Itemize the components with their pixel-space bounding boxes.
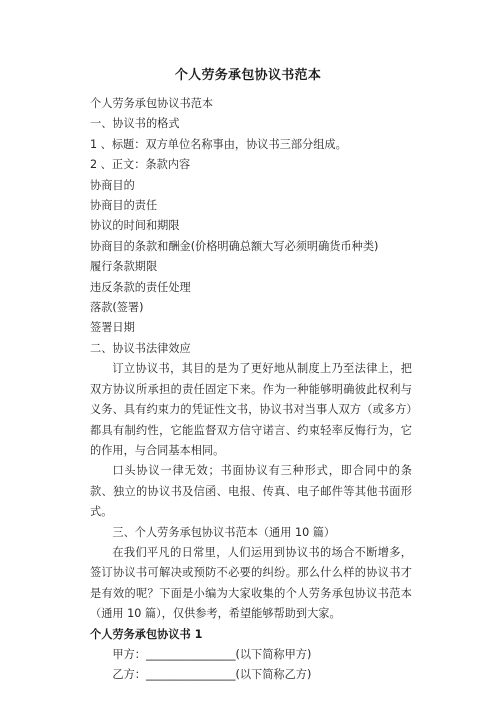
list-item-date: 签署日期 — [90, 321, 135, 335]
document-title: 个人劳务承包协议书范本 — [174, 68, 322, 83]
list-item-breach: 违反条款的责任处理 — [90, 280, 191, 294]
party-a-line: 甲方：________________(以下简称甲方) — [112, 647, 312, 661]
doc-line-title-rule: 1 、标题：双方单位名称事由，协议书三部分组成。 — [90, 137, 347, 151]
paragraph-forms: 口头协议一律无效；书面协议有三种形式，即合同中的条款、独立的协议书及信函、电报、传真、电子邮件等其他书面形式。 — [90, 464, 412, 519]
list-item-purpose: 协商目的 — [90, 178, 135, 192]
paragraph-intro: 在我们平凡的日常里，人们运用到协议书的场合不断增多，签订协议书可解决或预防不必要的纠纷。那么什么样的协议书才是有效的呢？下面是小编为大家收集的个人劳务承包协议书范本（通用 10 篇），仅供参考，希望能够帮助到大家。 — [90, 545, 412, 621]
party-b-line: 乙方：________________(以下简称乙方) — [112, 668, 312, 682]
section-heading-legal: 二、协议书法律效应 — [90, 341, 191, 355]
doc-line-heading: 个人劳务承包协议书范本 — [90, 97, 214, 110]
list-item-responsibility: 协商目的责任 — [90, 199, 158, 213]
doc-line-body-rule: 2 、正文：条款内容 — [90, 158, 191, 172]
list-item-time: 协议的时间和期限 — [90, 219, 180, 233]
document-body — [90, 94, 412, 686]
sample-heading-1: 个人劳务承包协议书 1 — [90, 627, 203, 641]
list-item-signature: 落款(签署) — [90, 301, 144, 315]
list-item-deadline: 履行条款期限 — [90, 260, 158, 274]
paragraph-purpose: 订立协议书，其目的是为了更好地从制度上乃至法律上，把双方协议所承担的责任固定下来。作为一种能够明确彼此权利与义务、具有约束力的凭证性文书，协议书对当事人双方（或多方）都具有制约性，它能监督双方信守诺言、约束轻率反悔行为，它的作用，与合同基本相同。 — [90, 362, 412, 457]
section-heading-format: 一、协议书的格式 — [90, 117, 180, 131]
list-item-terms: 协商目的条款和酬金(价格明确总额大写必须明确货币种类) — [90, 239, 379, 253]
section-heading-samples: 三、个人劳务承包协议书范本（通用 10 篇） — [112, 525, 336, 539]
